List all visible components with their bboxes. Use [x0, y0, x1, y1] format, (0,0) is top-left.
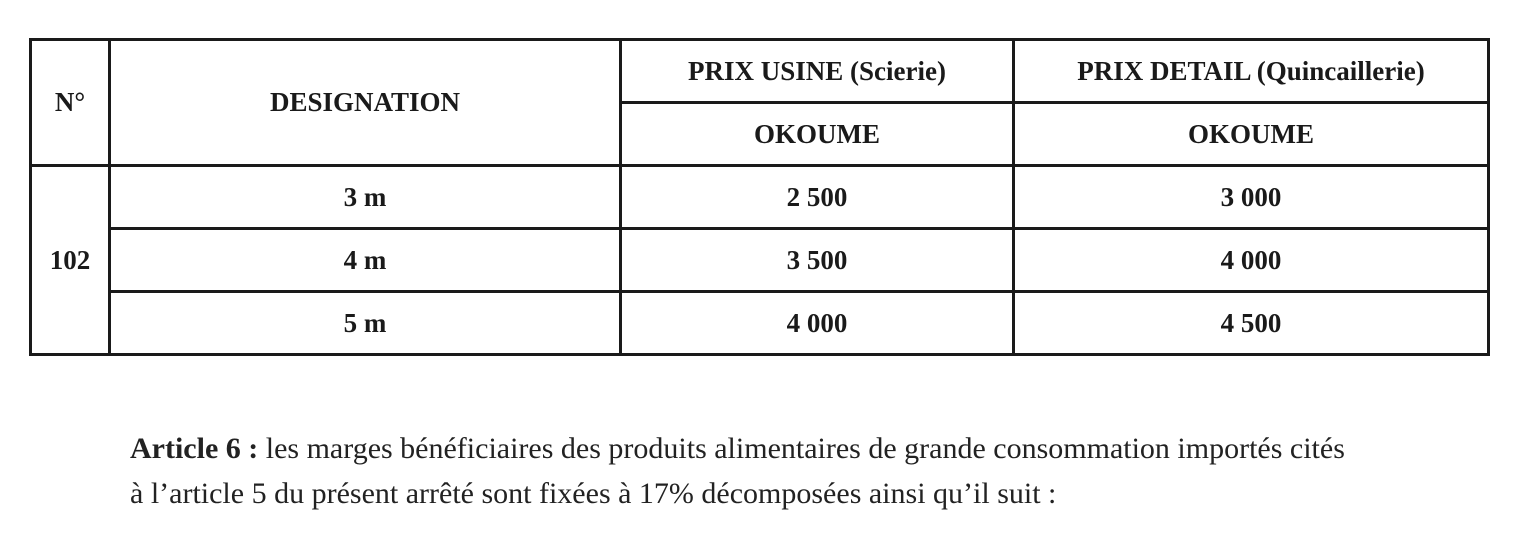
- table-header-row: [31, 40, 1489, 103]
- factory-price-cell: 3 500: [621, 229, 1014, 292]
- header-factory-price: PRIX USINE (Scierie): [621, 40, 1014, 103]
- designation-cell: 3 m: [110, 166, 621, 229]
- article-text: les marges bénéficiaires des produits alimentaires de grande consommation importés cités à l’article 5 du présent arrêté sont fixées à 17% décomposées ainsi qu’il suit :: [130, 432, 1345, 510]
- factory-price-cell: 4 000: [621, 292, 1014, 355]
- retail-price-cell: 4 500: [1014, 292, 1489, 355]
- header-designation: DESIGNATION: [110, 40, 621, 166]
- designation-cell: 5 m: [110, 292, 621, 355]
- header-retail-species: OKOUME: [1014, 103, 1489, 166]
- table-row: [31, 229, 1489, 292]
- table-row: [31, 166, 1489, 229]
- header-factory-species: OKOUME: [621, 103, 1014, 166]
- header-number: N°: [31, 40, 110, 166]
- group-number-cell: 102: [31, 166, 110, 355]
- article-paragraph: [130, 426, 1360, 516]
- factory-price-cell: 2 500: [621, 166, 1014, 229]
- retail-price-cell: 4 000: [1014, 229, 1489, 292]
- price-table: [29, 38, 1490, 356]
- retail-price-cell: 3 000: [1014, 166, 1489, 229]
- designation-cell: 4 m: [110, 229, 621, 292]
- article-label: Article 6 :: [130, 432, 259, 465]
- table-row: [31, 292, 1489, 355]
- header-retail-price: PRIX DETAIL (Quincaillerie): [1014, 40, 1489, 103]
